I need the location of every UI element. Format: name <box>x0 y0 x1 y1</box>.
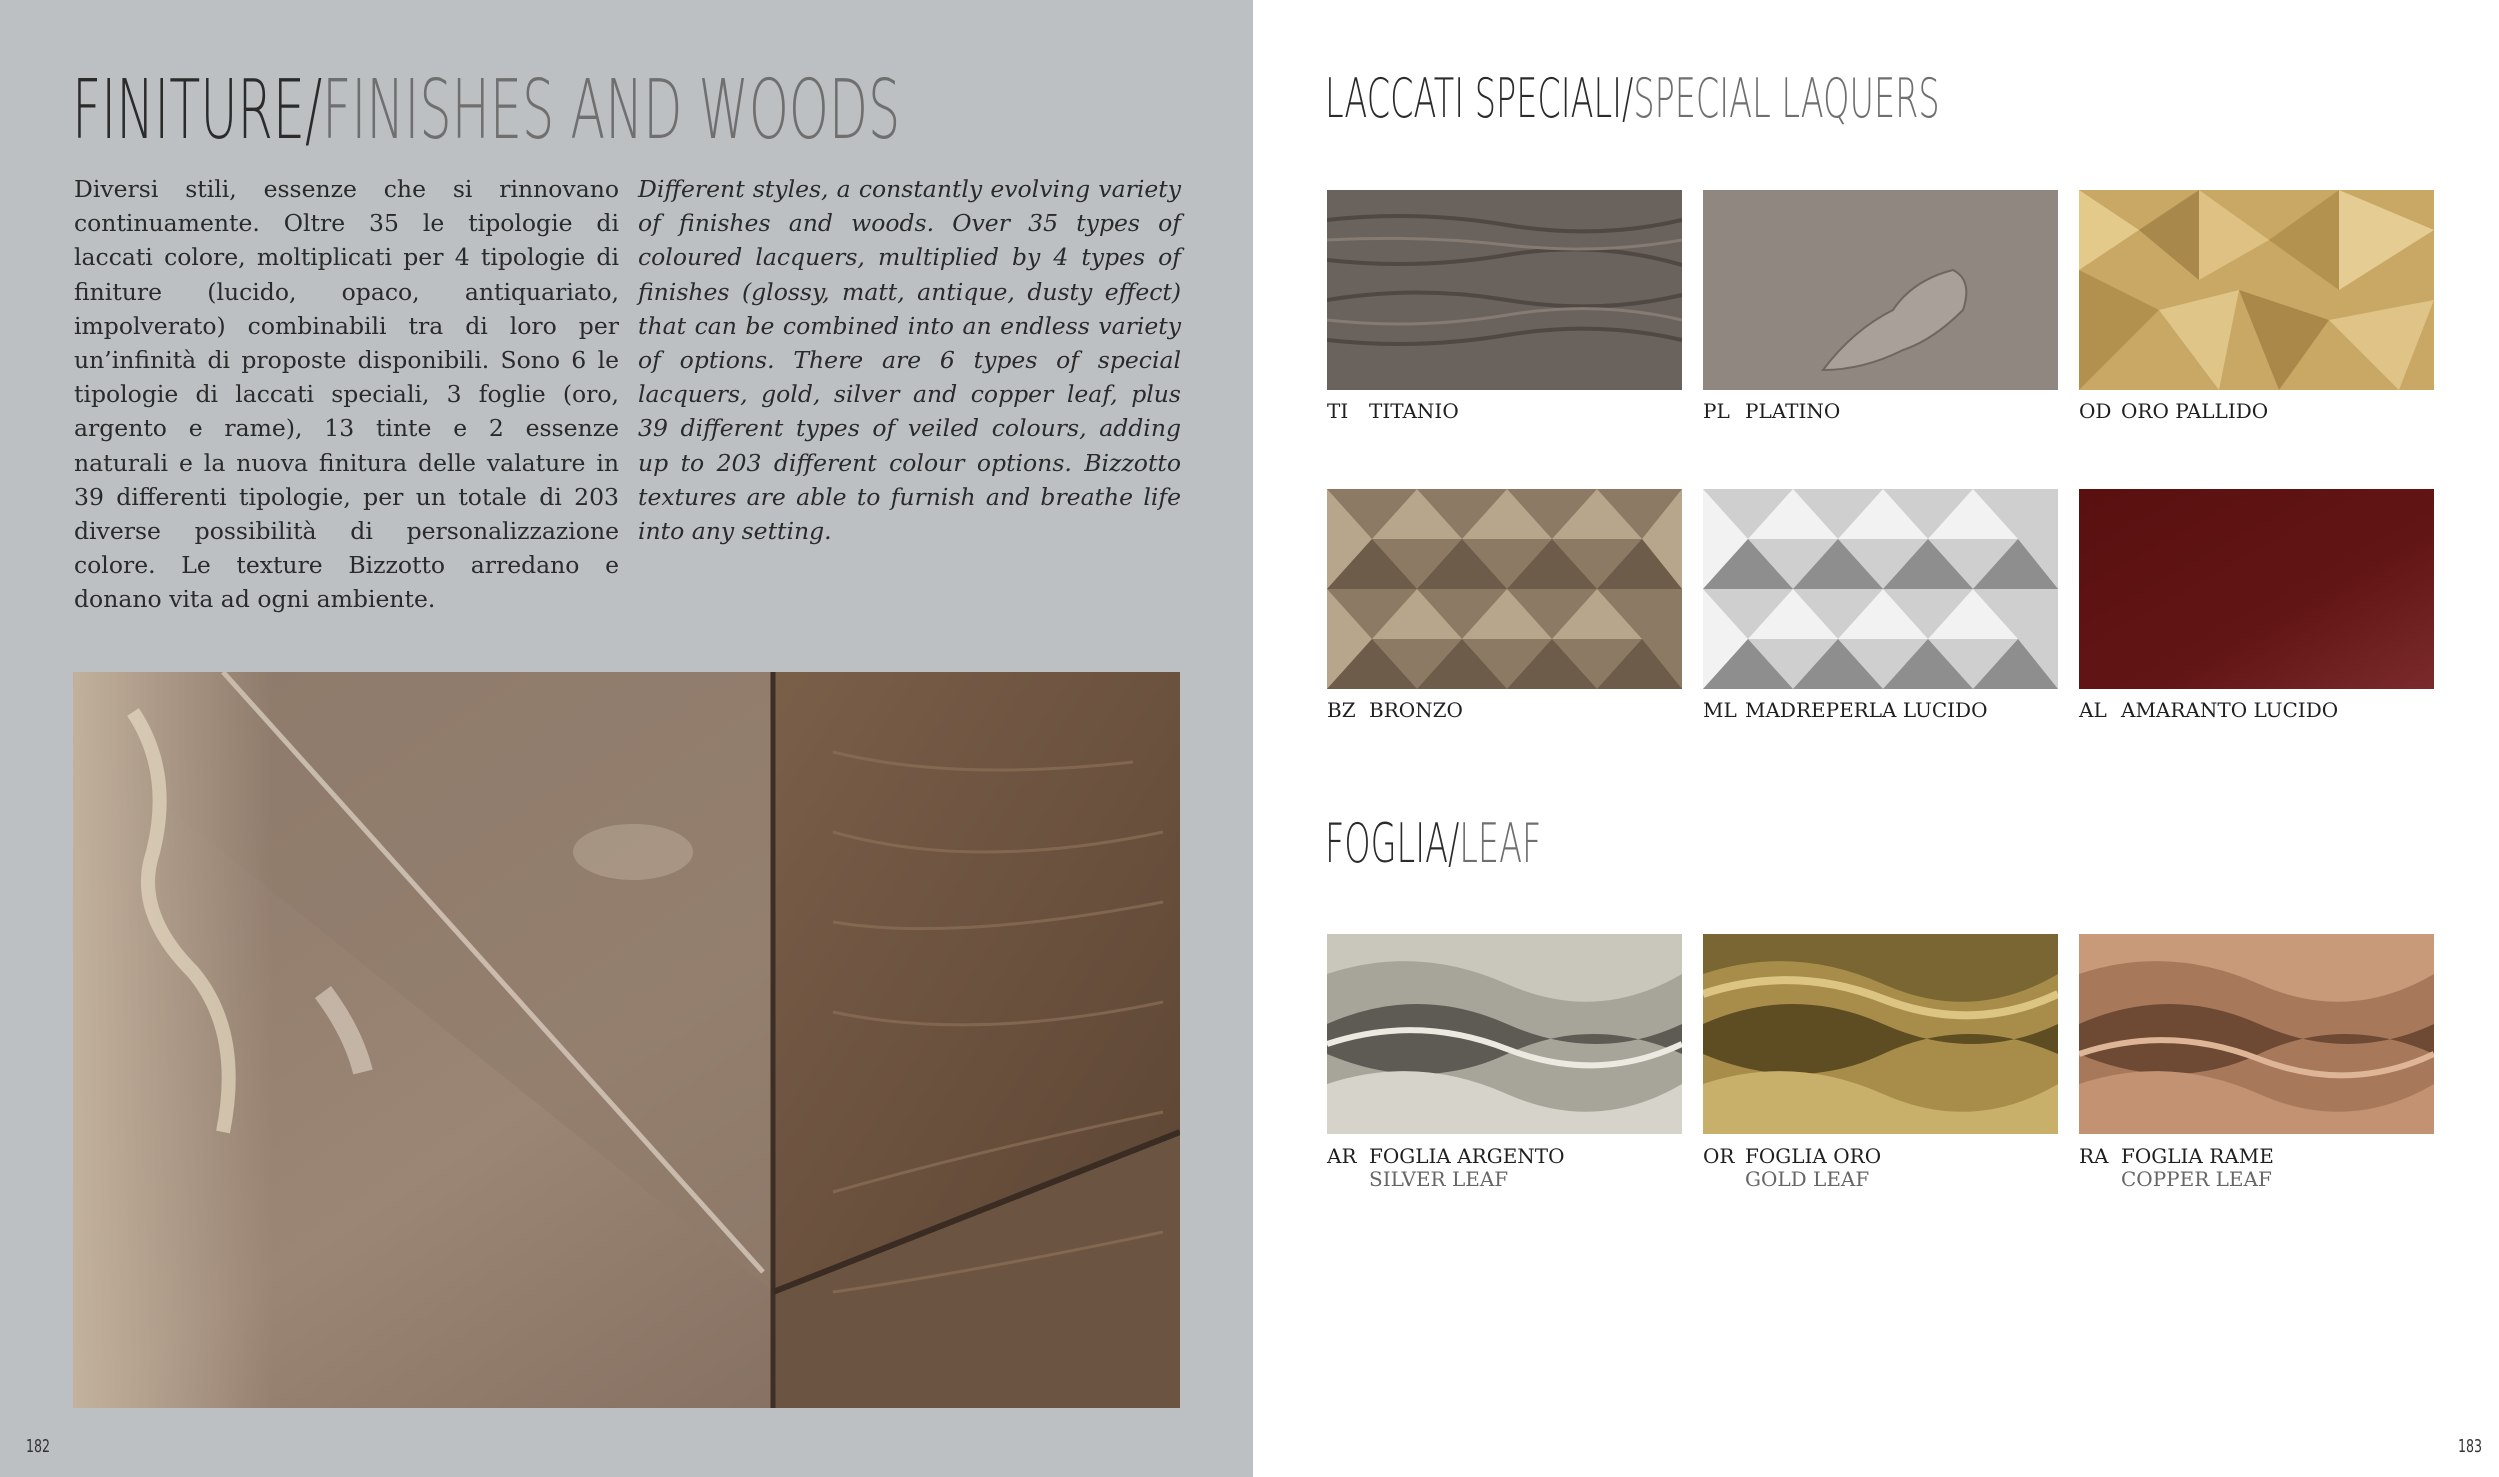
swatch-name: FOGLIA ORO <box>1745 1144 1882 1168</box>
intro-text-italian: Diversi stili, essenze che si rinnovano continuamente. Oltre 35 le tipologie di laccati colore, moltiplicati per 4 tipologie di finiture (lucido, opaco, antiquariato, impolverato) combinabili tra di loro per un’infinità di proposte disponibili. Sono 6 le tipologie di laccati speciali, 3 foglie (oro, argento e rame), 13 tinte e 2 essenze naturali e la nuova finitura delle valature in 39 differenti tipologie, per un totale di 203 diverse possibilità di personalizzazione colore. Le texture Bizzotto arredano e donano vita ad ogni ambiente. <box>74 175 619 614</box>
foglia-title-dark: FOGLIA/ <box>1325 812 1460 875</box>
page-number-right: 183 <box>2458 1436 2483 1457</box>
page-title <box>72 63 901 158</box>
swatch-label-amaranto <box>2079 699 2439 722</box>
intro-text-english: Different styles, a constantly evolving variety of finishes and woods. Over 35 types of coloured lacquers, multiplied by 4 types of finishes (glossy, matt, antique, dusty effect) that can be combined into an endless variety of options. There are 6 types of special lacquers, gold, silver and copper leaf, plus 39 different types of veiled colours, adding up to 203 different colour options. Bizzotto textures are able to furnish and breathe life into any setting. <box>638 175 1181 546</box>
swatch-label-foglia-oro <box>1703 1145 2063 1191</box>
swatch-name: PLATINO <box>1745 399 1841 423</box>
swatch-foglia-rame <box>2079 934 2434 1134</box>
swatch-platino <box>1703 190 2058 390</box>
title-dark-part: FINITURE/ <box>72 63 323 158</box>
swatch-label-titanio <box>1327 400 1687 423</box>
swatch-amaranto-lucido <box>2079 489 2434 689</box>
swatch-subname: GOLD LEAF <box>1745 1167 1870 1191</box>
title-light-part: FINISHES AND WOODS <box>322 63 901 158</box>
laccati-title-dark: LACCATI SPECIALI/ <box>1325 67 1634 130</box>
swatch-oro-pallido <box>2079 190 2434 390</box>
wood-finish-photo <box>73 672 1180 1408</box>
swatch-code: PL <box>1703 399 1730 423</box>
swatch-subname: SILVER LEAF <box>1369 1167 1509 1191</box>
swatch-label-bronzo <box>1327 699 1687 722</box>
swatch-label-madreperla <box>1703 699 2063 722</box>
swatch-name: ORO PALLIDO <box>2121 399 2269 423</box>
leaf-title <box>1325 812 1542 875</box>
swatch-name: BRONZO <box>1369 698 1463 722</box>
swatch-foglia-argento <box>1327 934 1682 1134</box>
swatch-code: OD <box>2079 399 2112 423</box>
swatch-code: BZ <box>1327 698 1356 722</box>
swatch-name: AMARANTO LUCIDO <box>2121 698 2339 722</box>
swatch-name: MADREPERLA LUCIDO <box>1745 698 1988 722</box>
swatch-code: AL <box>2079 698 2107 722</box>
swatch-name: FOGLIA ARGENTO <box>1369 1144 1565 1168</box>
swatch-label-foglia-argento <box>1327 1145 1687 1191</box>
swatch-code: AR <box>1327 1144 1357 1168</box>
swatch-code: RA <box>2079 1144 2109 1168</box>
swatch-name: TITANIO <box>1369 399 1459 423</box>
swatch-code: TI <box>1327 399 1349 423</box>
swatch-label-platino <box>1703 400 2063 423</box>
swatch-label-oro-pallido <box>2079 400 2439 423</box>
swatch-titanio <box>1327 190 1682 390</box>
swatch-name: FOGLIA RAME <box>2121 1144 2274 1168</box>
swatch-bronzo <box>1327 489 1682 689</box>
swatch-subname: COPPER LEAF <box>2121 1167 2272 1191</box>
page-number-left: 182 <box>26 1436 51 1457</box>
laccati-title-light: SPECIAL LAQUERS <box>1633 67 1940 130</box>
swatch-foglia-oro <box>1703 934 2058 1134</box>
swatch-code: OR <box>1703 1144 1735 1168</box>
swatch-madreperla-lucido <box>1703 489 2058 689</box>
swatch-label-foglia-rame <box>2079 1145 2439 1191</box>
swatch-code: ML <box>1703 698 1737 722</box>
special-lacquers-title <box>1325 67 1940 130</box>
foglia-title-light: LEAF <box>1459 812 1542 875</box>
